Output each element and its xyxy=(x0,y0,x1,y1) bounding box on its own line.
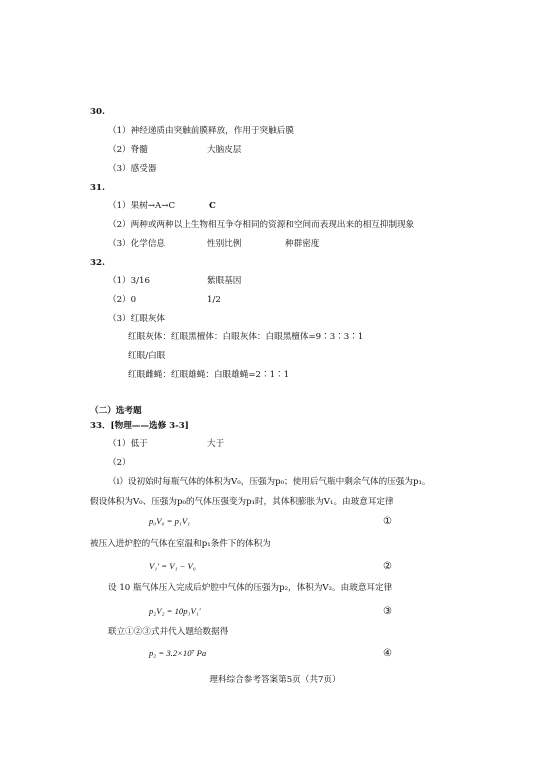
q30-answer-2-value: 大脑皮层 xyxy=(207,145,242,155)
elective-heading: （二）选考题 xyxy=(90,406,142,416)
q30-answer-2-label: （2）脊髓 xyxy=(108,145,148,155)
equation-3: p₂V₂ = 10p₁V₁′ xyxy=(149,606,201,616)
q31-answer-3-c: 种群密度 xyxy=(285,239,320,249)
q31-answer-1-label: （1）果树→A→C xyxy=(108,201,176,211)
q32-answer-3-ratio: 红眼灰体：红眼黑檀体：白眼灰体：白眼黑檀体=9∶3∶3∶1 xyxy=(128,332,364,342)
q33-answer-2: （2） xyxy=(108,458,131,468)
q32-answer-3-line3: 红眼/白眼 xyxy=(128,351,166,361)
q31-number: 31. xyxy=(90,183,105,193)
equation-2-marker: ② xyxy=(383,561,392,572)
equation-3-marker: ③ xyxy=(383,606,392,617)
q32-answer-1-label: （1）3/16 xyxy=(108,276,150,286)
q30-number: 30. xyxy=(90,107,105,117)
q32-answer-2-label: （2）0 xyxy=(108,295,137,305)
q33-answer-1-label: （1）低于 xyxy=(108,439,148,449)
q33-answer-1-value: 大于 xyxy=(207,439,225,449)
q30-answer-1: （1）神经递质由突触前膜释放，作用于突触后膜 xyxy=(108,126,294,136)
equation-4-marker: ④ xyxy=(383,648,392,659)
q33-para-4: 设 10 瓶气体压入完成后炉腔中气体的压强为p₂，体积为V₂。由玻意耳定律 xyxy=(108,583,393,593)
q30-answer-3: （3）感受器 xyxy=(108,164,157,174)
q33-para-1: （i）设初始时每瓶气体的体积为V₀，压强为p₀；使用后气瓶中剩余气体的压强为p₁。 xyxy=(108,477,431,487)
q33-title: 33．[物理——选修 3-3] xyxy=(90,421,189,431)
q31-answer-3-b: 性别比例 xyxy=(207,239,242,249)
q32-answer-3: （3）红眼灰体 xyxy=(108,314,166,324)
q32-answer-1-value: 紫眼基因 xyxy=(207,276,242,286)
q31-answer-2: （2）两种或两种以上生物相互争夺相同的资源和空间而表现出来的相互抑制现象 xyxy=(108,220,415,230)
equation-1: p₀V₀ = p₁V₁ xyxy=(149,516,191,526)
q31-answer-1-value: C xyxy=(209,201,216,211)
q32-number: 32. xyxy=(90,258,105,268)
q33-para-3: 被压入进炉腔的气体在室温和p₁条件下的体积为 xyxy=(90,539,271,549)
q33-para-2: 假设体积为V₀、压强为p₀的气体压强变为p₁时，其体积膨胀为V₁。由玻意耳定律 xyxy=(90,497,394,507)
equation-1-marker: ① xyxy=(383,516,392,527)
q33-para-5: 联立①②③式并代入题给数据得 xyxy=(108,627,229,637)
equation-4: p₂ = 3.2×10⁷ Pa xyxy=(149,648,207,658)
page-footer: 理科综合参考答案第5页（共7页） xyxy=(209,675,341,685)
q31-answer-3-label: （3）化学信息 xyxy=(108,239,166,249)
q32-answer-3-line4: 红眼雌蝇：红眼雄蝇：白眼雄蝇=2∶1∶1 xyxy=(128,370,290,380)
equation-2: V₁′ = V₁ − V₀ xyxy=(149,561,196,571)
q32-answer-2-value: 1/2 xyxy=(207,295,221,305)
